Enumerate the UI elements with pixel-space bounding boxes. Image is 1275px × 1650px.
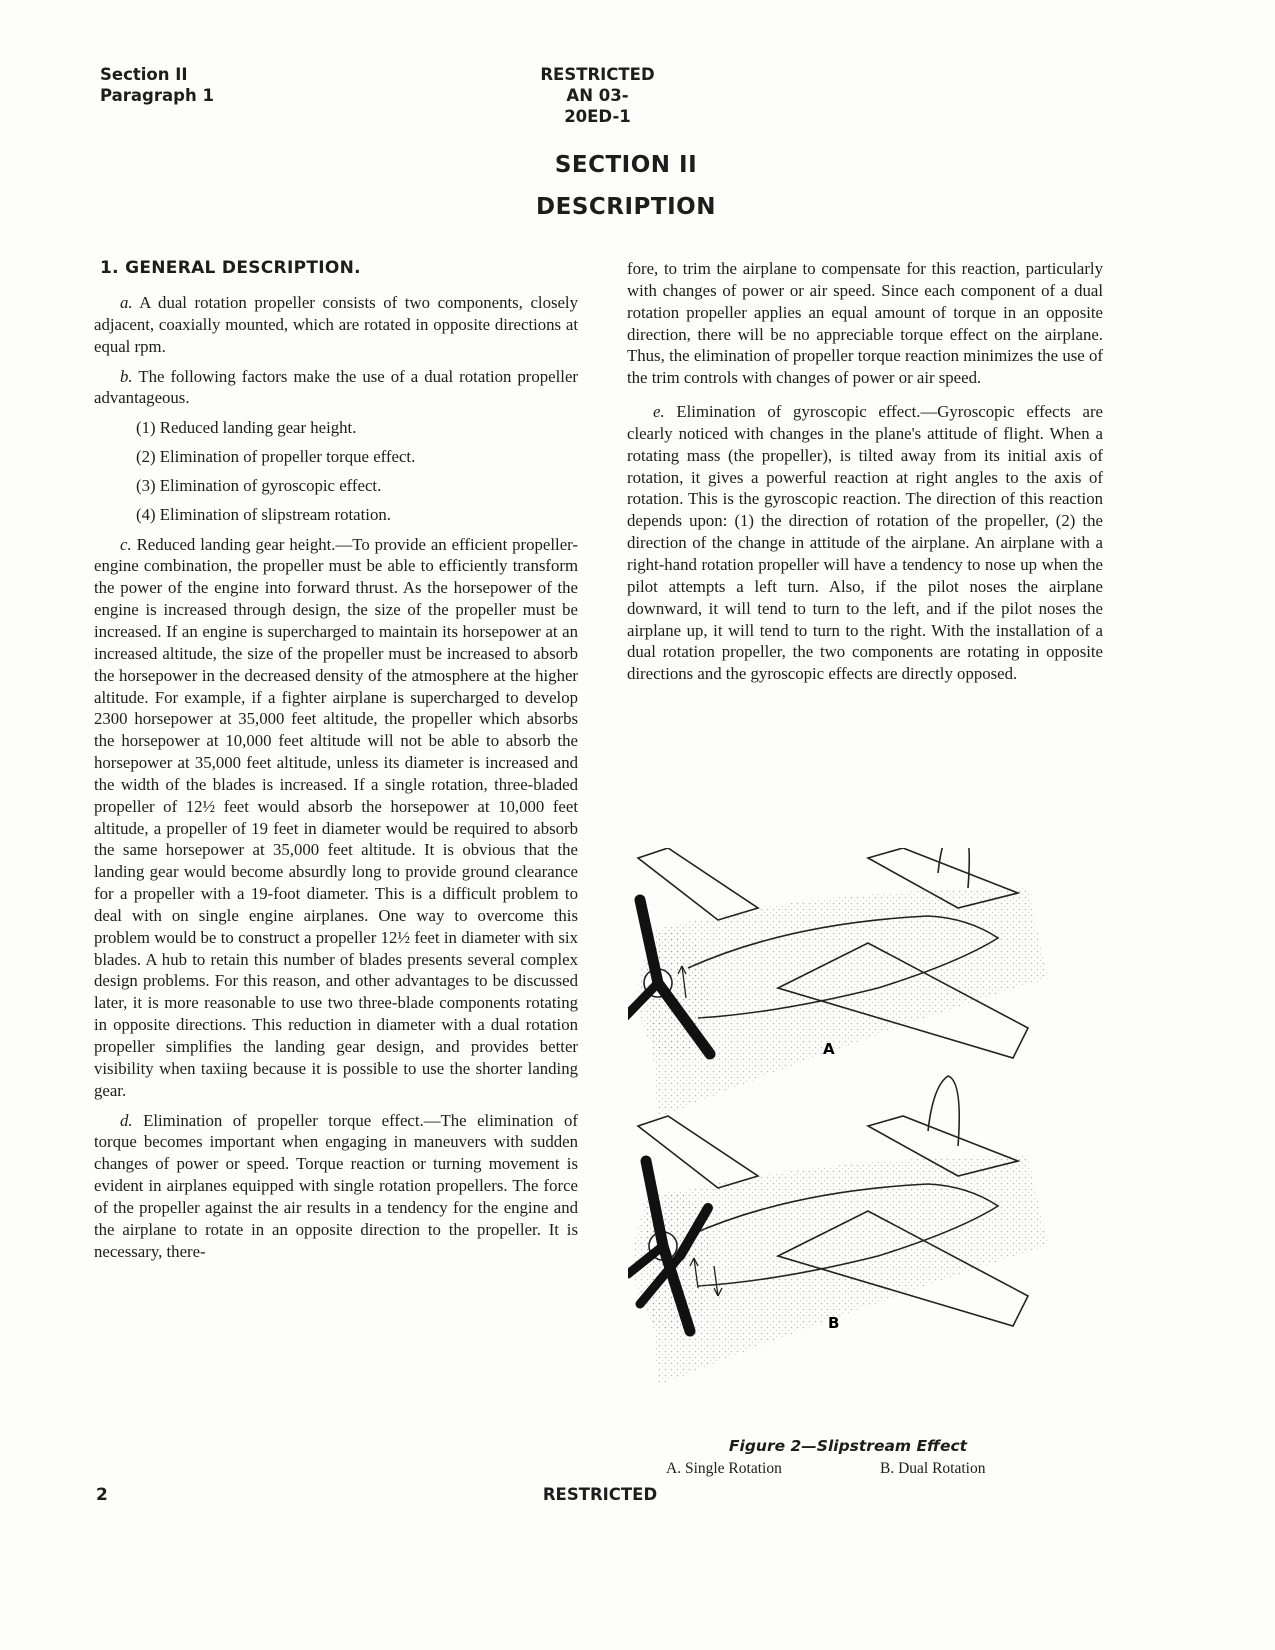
figure-subcaption-a: A. Single Rotation [666,1460,782,1477]
header-doc-number: AN 03-20ED-1 [564,86,631,126]
right-column [627,258,1103,693]
paragraph-b-label: b. [120,366,133,386]
airplane-b-drawing [628,1076,1048,1384]
paragraph-e-text: Elimination of gyroscopic effect.—Gyroscopic effects are clearly noticed with changes in the plane's attitude of flight. When a rotating mass (the propeller), is tilted away from its initial axis of rotation, it gives a powerful reaction at right angles to the axis of rotation. This is the gyroscopic reaction. The direction of this reaction depends upon: (1) the direction of rotation of the propeller, (2) the direction of the change in attitude of the airplane. An airplane with a right-hand rotation propeller will have a tendency to nose up when the pilot attempts a left turn. Also, if the pilot noses the airplane downward, it will tend to turn to the left, and if the pilot noses the airplane up, it will tend to turn to the right. With the installation of a dual rotation propeller, the two components are rotating in opposite directions and the gyroscopic effects are directly opposed. [627,402,1103,684]
running-header-left [100,64,214,106]
left-column [94,258,578,1270]
paragraph-e [627,401,1103,685]
header-section: Section II [100,65,188,84]
list-item: (3) Elimination of gyroscopic effect. [136,475,382,495]
footer-classification: RESTRICTED [542,1485,658,1504]
paragraph-d-continued: fore, to trim the airplane to compensate for this reaction, particularly with changes of power or air speed. Since each component of a dual rotation propeller applies an equal amount of torque in an opposite direction, there will be no appreciable torque effect on the airplane. Thus, the elimination of propeller torque reaction minimizes the use of the trim controls with changes of power or air speed. [627,259,1103,388]
paragraph-a-text: A dual rotation propeller consists of two components, closely adjacent, coaxially mounted, which are rotated in opposite directions at equal rpm. [94,293,578,356]
paragraph-d [94,1110,578,1263]
paragraph-a-label: a. [120,293,133,312]
list-item: (2) Elimination of propeller torque effect. [136,447,416,467]
section-heading: 1. GENERAL DESCRIPTION. [100,258,361,278]
figure-label-a: A [823,1040,835,1058]
paragraph-b [94,366,578,410]
page-number: 2 [96,1485,108,1505]
header-paragraph: Paragraph 1 [100,86,214,105]
list-item: (1) Reduced landing gear height. [136,418,357,438]
paragraph-c-text: Reduced landing gear height.—To provide an efficient propeller-engine combination, the propeller must be able to efficiently transform the power of the engine into forward thrust. As the horsepower of the engine is increased through design, the size of the propeller must be increased. If an engine is supercharged to maintain its horsepower at an increased altitude, the size of the propeller must be increased to absorb the horsepower in the decreased density of the atmosphere at the higher altitude. For example, if a fighter airplane is supercharged to develop 2300 horsepower at 35,000 feet altitude, the propeller which absorbs the horsepower at 10,000 feet altitude will not be able to absorb the horsepower at 35,000 feet altitude, unless its diameter is increased and the width of the blades is increased. If a single rotation, three-bladed propeller of 12½ feet would absorb the horsepower at 10,000 feet altitude, a propeller of 19 feet in diameter would be required to absorb the same horsepower at 35,000 feet altitude. It is obvious that the landing gear would become absurdly long to provide ground clearance for a propeller with a 19-foot diameter. This is a difficult problem to deal with on single engine airplanes. One way to overcome this problem would be to construct a propeller 12½ feet in diameter with six blades. A hub to retain this number of blades presents several complex design problems. For this reason, and other advantages to be discussed later, it is more reasonable to use two three-blade components rotating in opposite directions. This reduction in diameter with a dual rotation propeller simplifies the landing gear design, and provides better visibility when taxiing because it is possible to use the shorter landing gear. [94,534,578,1100]
paragraph-c [94,534,578,1102]
section-subtitle: DESCRIPTION [536,194,716,220]
paragraph-d-label: d. [120,1110,133,1130]
slipstream-figure [628,848,1080,1384]
paragraph-a [94,292,578,358]
figure-subcaption-b: B. Dual Rotation [880,1460,986,1477]
airplane-a-drawing [628,848,1048,1118]
paragraph-b-text: The following factors make the use of a dual rotation propeller advantageous. [94,366,578,408]
paragraph-e-label: e. [653,402,665,422]
header-classification: RESTRICTED [540,65,655,84]
slipstream-illustration [628,848,1080,1384]
paragraph-d-text: Elimination of propeller torque effect.—The elimination of torque becomes important when engaging in maneuvers with sudden changes of power or speed. Torque reaction or turning movement is evident in airplanes equipped with single rotation propellers. The force of the propeller against the air results in a tendency for the engine and the airplane to rotate in an opposite direction to the propeller. It is necessary, there- [94,1110,578,1261]
section-title: SECTION II [554,152,698,178]
list-item: (4) Elimination of slipstream rotation. [136,504,391,524]
figure-caption: Figure 2—Slipstream Effect [728,1437,968,1455]
paragraph-c-label: c. [120,534,132,554]
figure-label-b: B [828,1314,840,1332]
factor-list [94,417,578,525]
running-header-center [540,64,655,127]
